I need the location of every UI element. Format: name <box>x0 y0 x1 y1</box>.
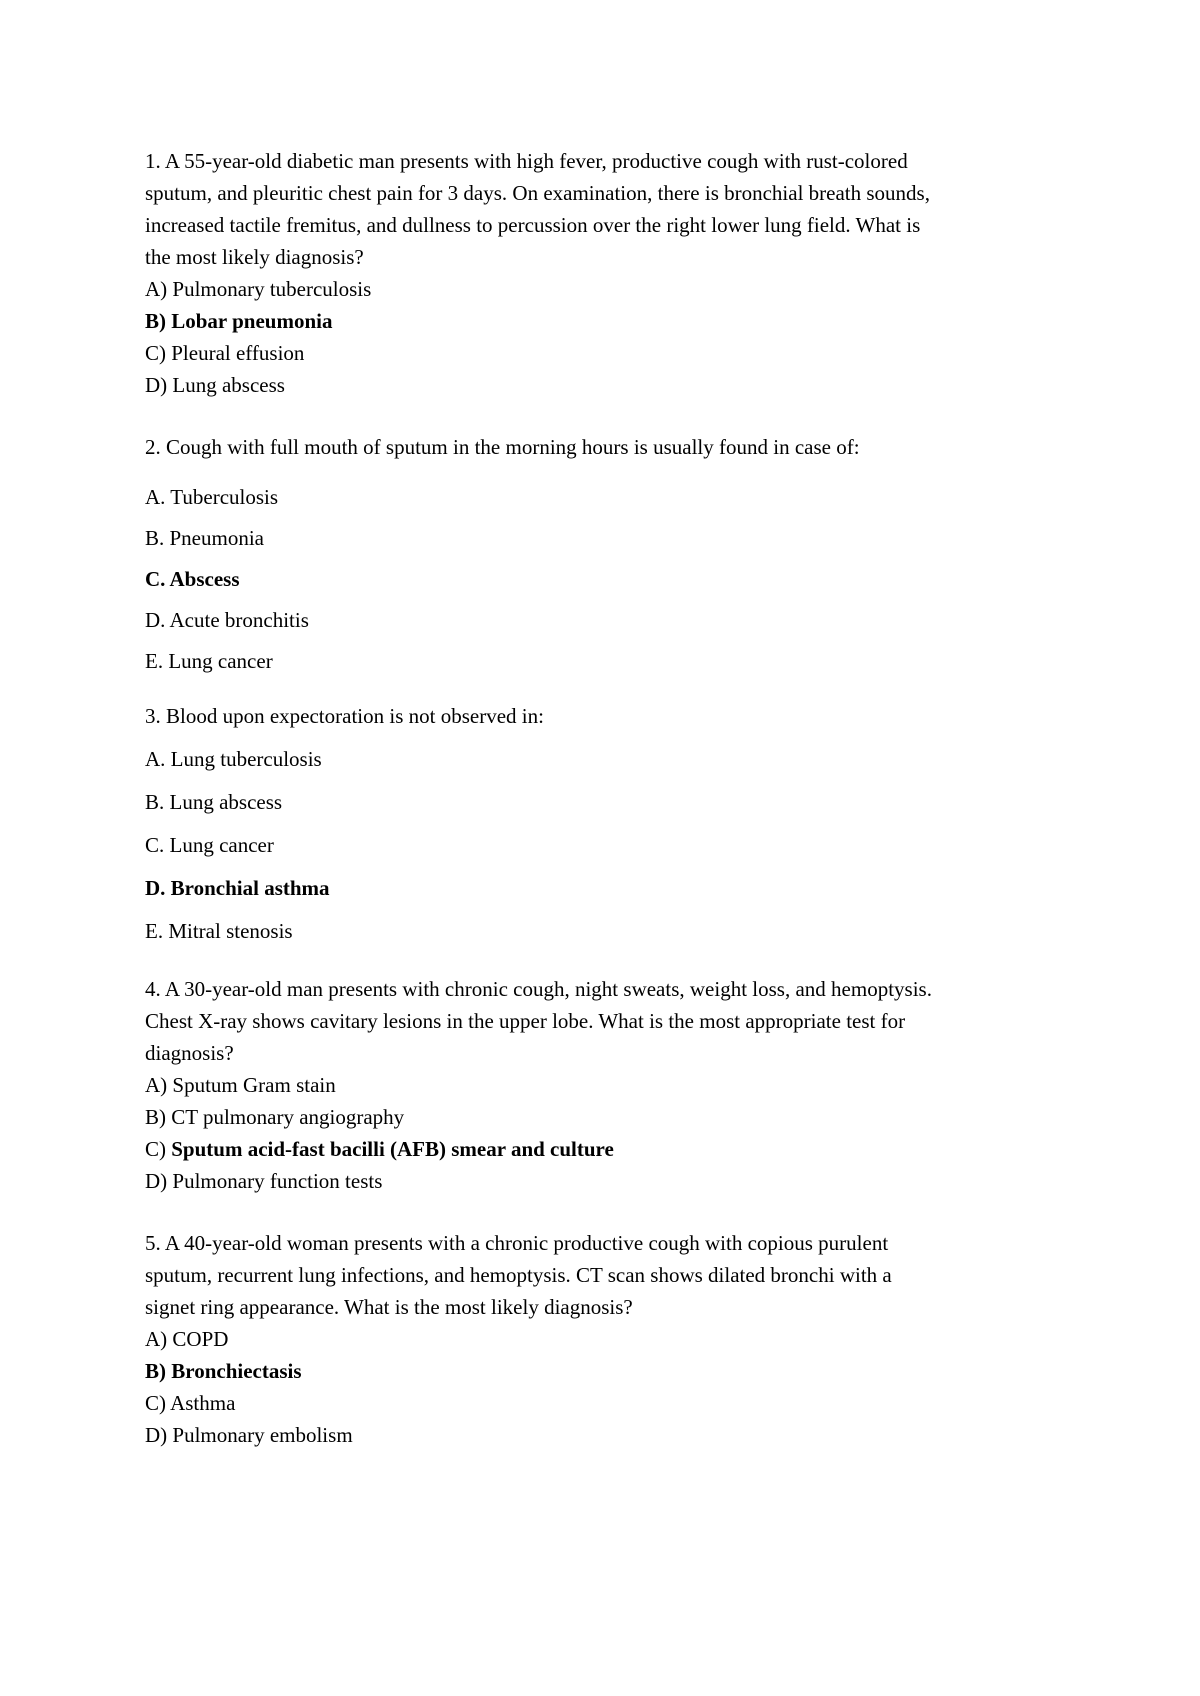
question-3 <box>145 700 1085 947</box>
question-1-option-b-correct: B) Lobar pneumonia <box>145 309 333 333</box>
question-2-stem-line: 2. Cough with full mouth of sputum in the morning hours is usually found in case of: <box>145 435 860 459</box>
question-1-option-d: D) Lung abscess <box>145 373 285 397</box>
question-5-stem-line: sputum, recurrent lung infections, and hemoptysis. CT scan shows dilated bronchi with a <box>145 1263 892 1287</box>
question-4-option-c-correct: Sputum acid-fast bacilli (AFB) smear and culture <box>171 1137 614 1161</box>
question-5-option-c: C) Asthma <box>145 1391 236 1415</box>
question-1-stem-line: increased tactile fremitus, and dullness to percussion over the right lower lung field. What is <box>145 213 921 237</box>
question-2-option-a: A. Tuberculosis <box>145 485 279 509</box>
question-4-option-c <box>145 1133 1085 1165</box>
question-1-option-c: C) Pleural effusion <box>145 341 305 365</box>
question-4-stem-line: diagnosis? <box>145 1041 234 1065</box>
question-2 <box>145 431 1085 677</box>
question-4-stem-line: Chest X-ray shows cavitary lesions in the upper lobe. What is the most appropriate test for <box>145 1009 906 1033</box>
question-4-option-d: D) Pulmonary function tests <box>145 1169 383 1193</box>
question-5-stem-line: 5. A 40-year-old woman presents with a chronic productive cough with copious purulent <box>145 1231 889 1255</box>
question-4-option-c-prefix: C) <box>145 1137 172 1161</box>
question-1-stem-line: 1. A 55-year-old diabetic man presents with high fever, productive cough with rust-colored <box>145 149 908 173</box>
question-2-option-e: E. Lung cancer <box>145 649 273 673</box>
question-3-option-b: B. Lung abscess <box>145 790 283 814</box>
question-4 <box>145 973 1085 1197</box>
question-1 <box>145 145 1085 401</box>
question-2-option-c-correct: C. Abscess <box>145 567 240 591</box>
question-5 <box>145 1227 1085 1451</box>
question-5-option-b-correct: B) Bronchiectasis <box>145 1359 302 1383</box>
question-4-stem-line: 4. A 30-year-old man presents with chronic cough, night sweats, weight loss, and hemoptysis. <box>145 977 932 1001</box>
question-5-option-d: D) Pulmonary embolism <box>145 1423 353 1447</box>
question-5-option-a: A) COPD <box>145 1327 229 1351</box>
question-3-option-a: A. Lung tuberculosis <box>145 747 322 771</box>
question-3-stem-line: 3. Blood upon expectoration is not observed in: <box>145 704 544 728</box>
question-5-stem-line: signet ring appearance. What is the most likely diagnosis? <box>145 1295 633 1319</box>
question-2-option-d: D. Acute bronchitis <box>145 608 309 632</box>
question-1-stem-line: sputum, and pleuritic chest pain for 3 days. On examination, there is bronchial breath sounds, <box>145 181 930 205</box>
question-3-option-e: E. Mitral stenosis <box>145 919 293 943</box>
question-2-option-b: B. Pneumonia <box>145 526 264 550</box>
question-1-stem-line: the most likely diagnosis? <box>145 245 364 269</box>
question-4-option-b: B) CT pulmonary angiography <box>145 1105 405 1129</box>
question-4-option-a: A) Sputum Gram stain <box>145 1073 336 1097</box>
question-list <box>145 145 1085 1451</box>
question-1-option-a: A) Pulmonary tuberculosis <box>145 277 372 301</box>
question-3-option-c: C. Lung cancer <box>145 833 274 857</box>
question-3-option-d-correct: D. Bronchial asthma <box>145 876 330 900</box>
